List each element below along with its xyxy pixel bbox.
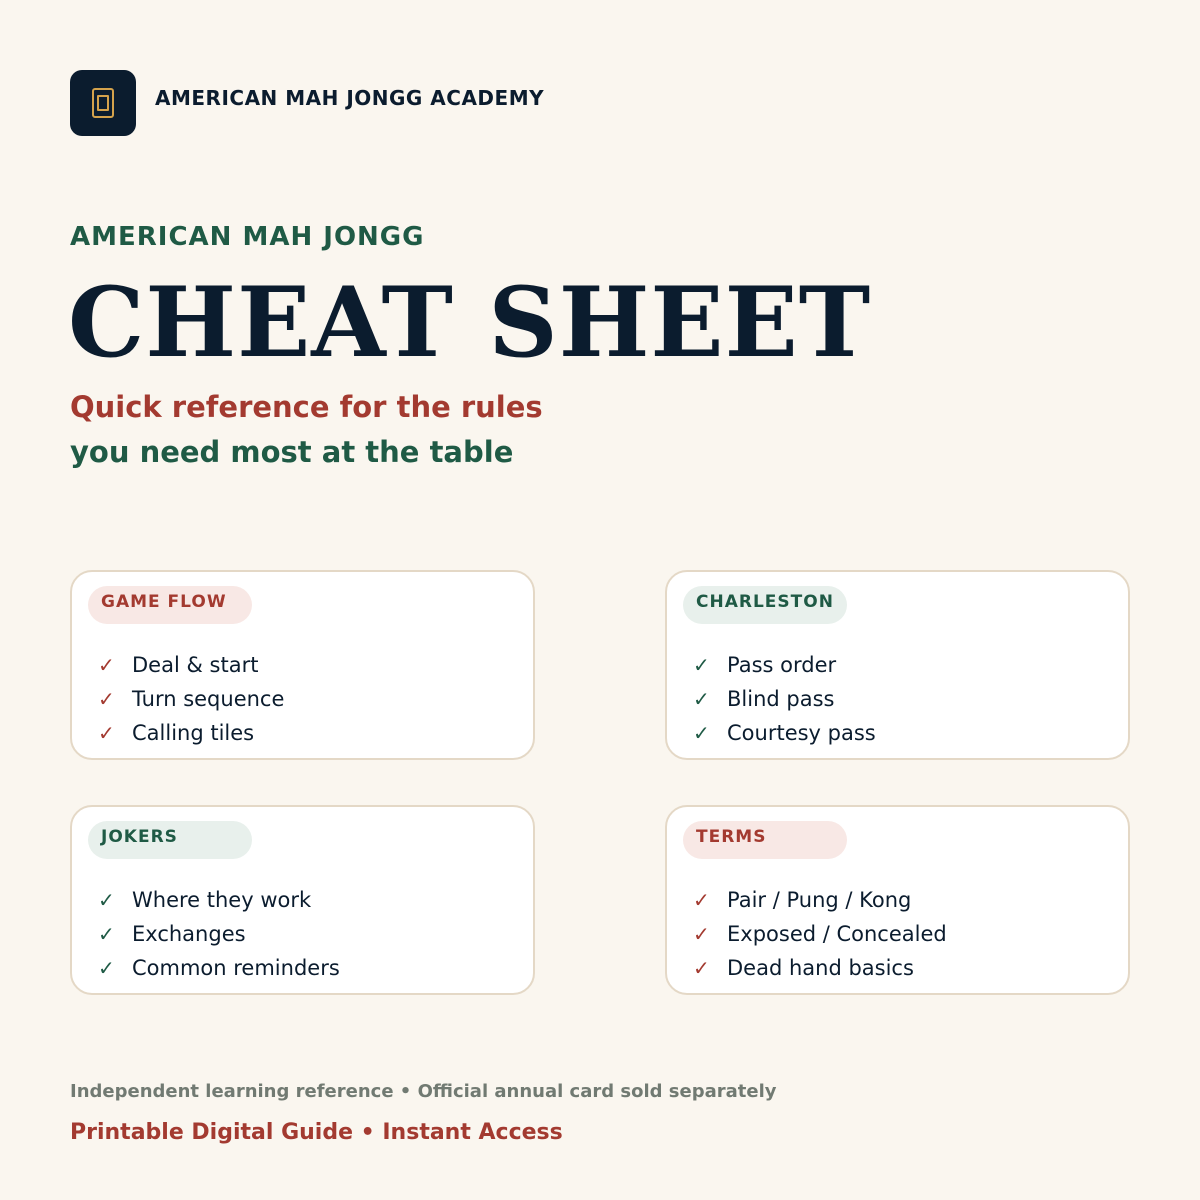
brand-name: AMERICAN MAH JONGG ACADEMY	[155, 86, 545, 110]
card-item-list	[98, 883, 340, 985]
card-terms	[665, 805, 1130, 995]
card-label-terms: TERMS	[683, 821, 847, 859]
page-title: CHEAT SHEET	[68, 266, 872, 379]
card-game-flow	[70, 570, 535, 760]
list-item	[98, 951, 340, 985]
check-icon: ✓	[693, 922, 710, 946]
list-item-label: Calling tiles	[132, 721, 255, 745]
check-icon: ✓	[98, 888, 115, 912]
subtitle-line-1: Quick reference for the rules	[70, 390, 543, 424]
list-item	[693, 917, 947, 951]
check-icon: ✓	[693, 653, 710, 677]
mahjong-tile-icon	[92, 88, 114, 118]
subtitle-line-2: you need most at the table	[70, 435, 514, 469]
footer-disclaimer: Independent learning reference • Official annual card sold separately	[70, 1081, 777, 1102]
check-icon: ✓	[98, 721, 115, 745]
list-item	[693, 716, 876, 750]
card-label-charleston: CHARLESTON	[683, 586, 847, 624]
check-icon: ✓	[693, 956, 710, 980]
list-item-label: Pass order	[727, 653, 837, 677]
list-item	[98, 917, 340, 951]
card-item-list	[693, 648, 876, 750]
list-item	[98, 682, 284, 716]
list-item	[693, 648, 876, 682]
card-item-list	[693, 883, 947, 985]
check-icon: ✓	[693, 721, 710, 745]
card-label-jokers: JOKERS	[88, 821, 252, 859]
eyebrow-title: AMERICAN MAH JONGG	[70, 222, 425, 252]
list-item	[693, 682, 876, 716]
card-charleston	[665, 570, 1130, 760]
list-item-label: Exchanges	[132, 922, 246, 946]
list-item	[98, 716, 284, 750]
list-item-label: Courtesy pass	[727, 721, 876, 745]
list-item-label: Common reminders	[132, 956, 340, 980]
footer-tagline: Printable Digital Guide • Instant Access	[70, 1120, 563, 1145]
list-item	[693, 883, 947, 917]
card-jokers	[70, 805, 535, 995]
list-item-label: Deal & start	[132, 653, 259, 677]
list-item-label: Exposed / Concealed	[727, 922, 947, 946]
list-item	[693, 951, 947, 985]
list-item	[98, 648, 284, 682]
list-item-label: Turn sequence	[132, 687, 285, 711]
card-label-game-flow: GAME FLOW	[88, 586, 252, 624]
card-item-list	[98, 648, 284, 750]
list-item	[98, 883, 340, 917]
check-icon: ✓	[98, 687, 115, 711]
list-item-label: Dead hand basics	[727, 956, 914, 980]
check-icon: ✓	[693, 888, 710, 912]
list-item-label: Blind pass	[727, 687, 835, 711]
check-icon: ✓	[693, 687, 710, 711]
check-icon: ✓	[98, 956, 115, 980]
list-item-label: Pair / Pung / Kong	[727, 888, 912, 912]
brand-logo	[70, 70, 136, 136]
check-icon: ✓	[98, 653, 115, 677]
list-item-label: Where they work	[132, 888, 312, 912]
check-icon: ✓	[98, 922, 115, 946]
